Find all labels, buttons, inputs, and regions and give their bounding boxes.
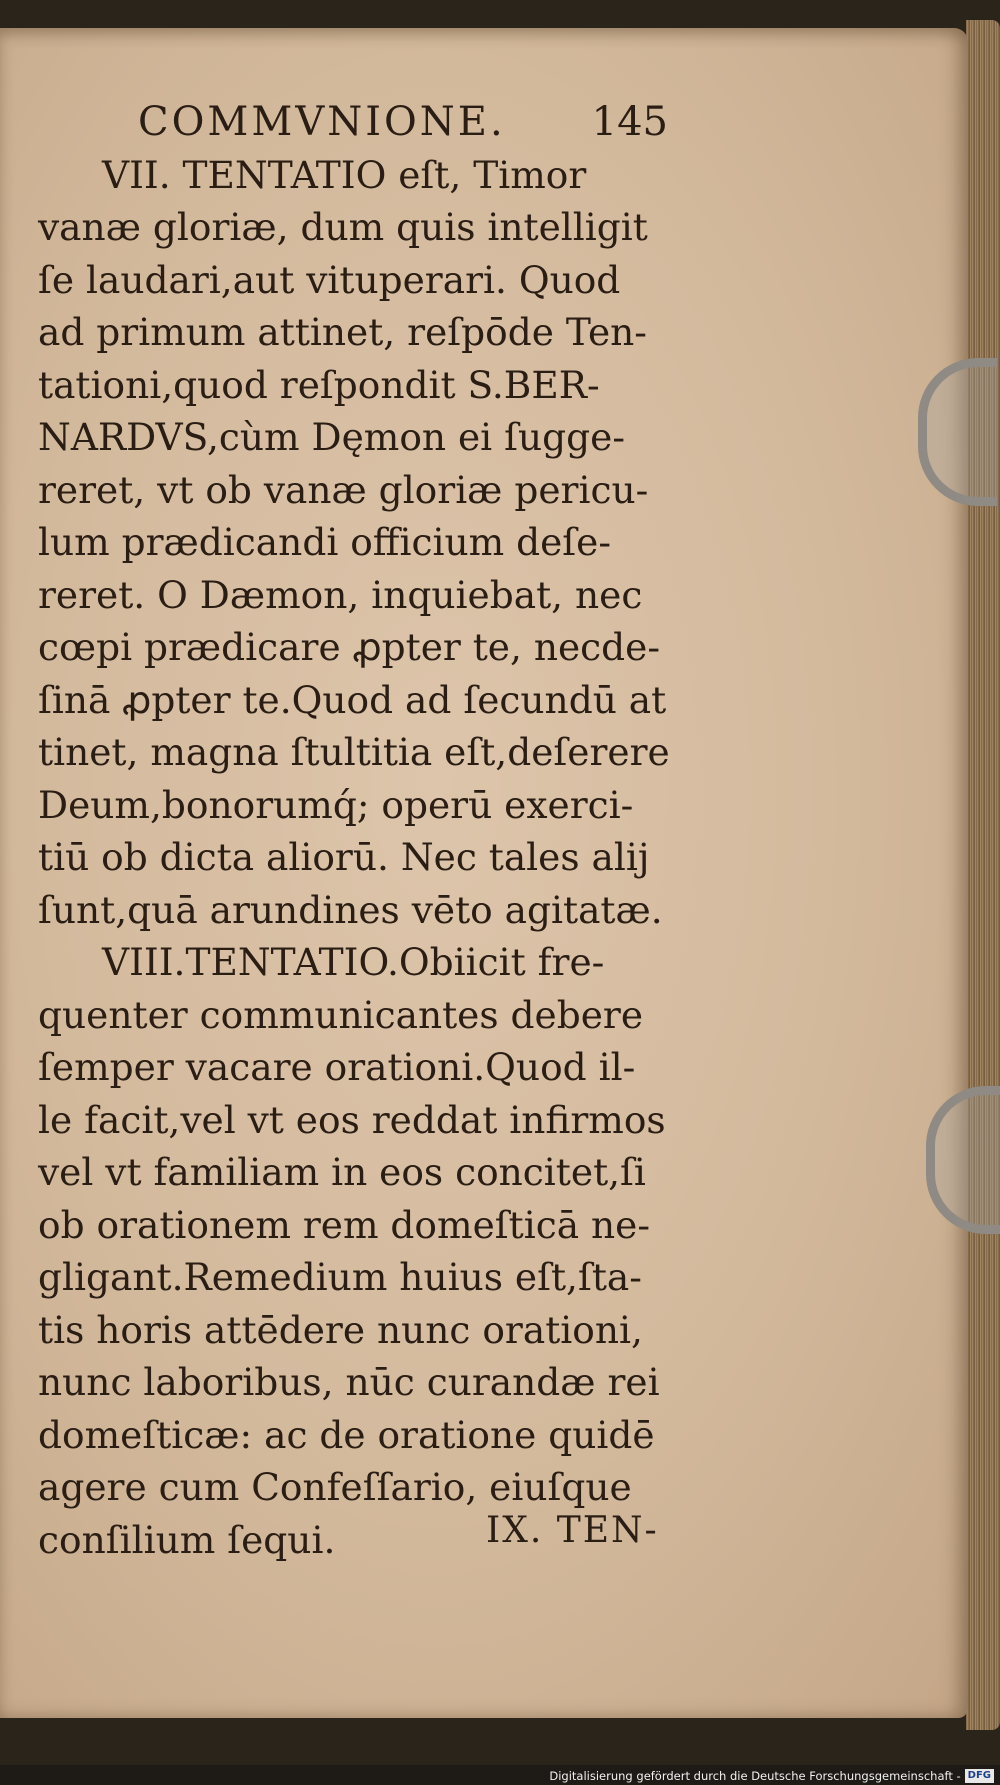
- text-line: ſemper vacare orationi.Quod il-: [38, 1045, 636, 1089]
- text-line: agere cum Confeſſario, eiuſque: [38, 1465, 632, 1509]
- text-line: domeſticæ: ac de oratione quidē: [38, 1412, 655, 1457]
- text-line: VII. TENTATIO eſt, Timor: [102, 152, 587, 197]
- text-line: ob orationem rem domeſticā ne-: [38, 1202, 650, 1247]
- text-line: tinet, magna ſtultitia eſt,deſerere: [38, 730, 670, 774]
- text-line: quenter communicantes debere: [38, 992, 644, 1037]
- text-line: Deum,bonorumq́; operū exerci-: [38, 782, 634, 827]
- text-line: tis horis attēdere nunc orationi,: [38, 1307, 643, 1352]
- text-line: reret. O Dæmon, inquiebat, nec: [38, 572, 643, 617]
- text-line: VIII.TENTATIO.Obiicit fre-: [102, 940, 605, 984]
- text-line: conſilium ſequi.: [38, 1517, 336, 1562]
- text-line: ſunt,quā arundines vēto agitatæ.: [38, 887, 663, 932]
- text-line: reret, vt ob vanæ gloriæ pericu-: [38, 467, 649, 512]
- text-line: le facit,vel vt eos reddat infirmos: [38, 1097, 666, 1142]
- footer-bar: [0, 1765, 1000, 1785]
- digitization-credit: [549, 1769, 994, 1783]
- page-text: [38, 96, 668, 1566]
- running-header: [138, 96, 668, 149]
- text-line: NARDVS,cùm Dęmon ei ſugge-: [38, 415, 625, 459]
- text-line: tationi,quod reſpondit S.BER-: [38, 362, 600, 407]
- text-line: ad primum attinet, reſpōde Ten-: [38, 310, 647, 354]
- text-line: vanæ gloriæ, dum quis intelligit: [38, 205, 648, 249]
- text-line: vel vt familiam in eos concitet,ſi: [38, 1150, 646, 1194]
- text-line: lum prædicandi officium deſe-: [38, 520, 612, 564]
- page-edges: [966, 20, 1000, 1730]
- text-line: cœpi prædicare ꝓpter te, necde-: [38, 625, 661, 669]
- page-number: 145: [591, 99, 668, 145]
- dfg-logo: DFG: [965, 1769, 994, 1783]
- credit-text: Digitalisierung gefördert durch die Deutsche Forschungsgemeinschaft -: [549, 1769, 961, 1783]
- text-line: gligant.Remedium huius eſt,ſta-: [38, 1255, 642, 1299]
- running-title: COMMVNIONE.: [138, 99, 506, 145]
- text-line: ſe laudari,aut vituperari. Quod: [38, 257, 621, 302]
- catchword: IX. TEN-: [486, 1510, 659, 1551]
- text-line: tiū ob dicta aliorū. Nec tales alij: [38, 835, 650, 879]
- text-line: ſinā ꝓpter te.Quod ad ſecundū at: [38, 677, 667, 722]
- text-line: nunc laboribus, nūc curandæ rei: [38, 1360, 660, 1404]
